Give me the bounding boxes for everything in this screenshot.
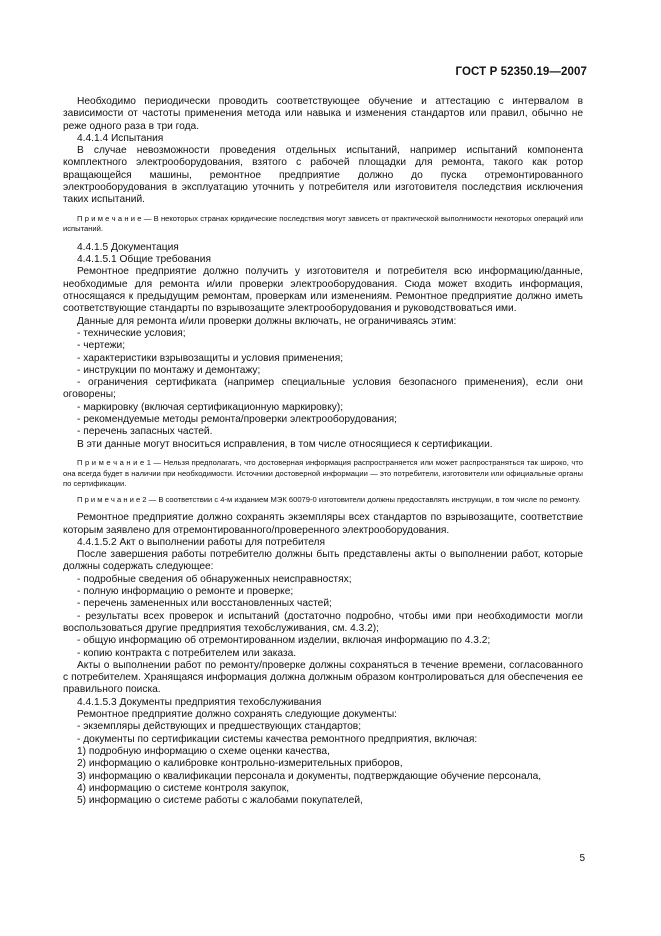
paragraph: 4.4.1.5 Документация <box>77 241 179 253</box>
paragraph: Ремонтное предприятие должно сохранять экземпляры всех стандартов по взрывозащите, соответствие которым заявлено для отремонтированного/проверенного электрооборудования. <box>63 512 583 536</box>
spacer <box>63 207 583 214</box>
note: П р и м е ч а н и е — В некоторых странах юридические последствия могут зависеть от практической выполнимости некоторых операций или испытаний. <box>63 213 583 234</box>
spacer <box>63 505 583 512</box>
list-item: - маркировку (включая сертификационную маркировку); <box>77 401 344 413</box>
list-item: - документы по сертификации системы качества ремонтного предприятия, включая: <box>77 733 478 745</box>
page-number: 5 <box>579 853 585 864</box>
paragraph: Необходимо периодически проводить соответствующее обучение и аттестацию с интервалом в зависимости от частоты применения метода или навыка и изменения стандартов или правил, обычно не реже одного раза в три года. <box>63 96 583 132</box>
note: П р и м е ч а н и е 2 — В соответствии с 4-м изданием МЭК 60079-0 изготовители должны предоставлять инструкции, в том числе по ремонту. <box>77 494 581 504</box>
paragraph: 4.4.1.5.2 Акт о выполнении работы для потребителя <box>77 536 325 548</box>
list-item: - экземпляры действующих и предшествующих стандартов; <box>77 721 362 733</box>
paragraph: В случае невозможности проведения отдельных испытаний, например испытаний компонента комплектного электрооборудования, взятого с рабочей площадки для ремонта, такого как ротор вращающейся машины, ремонтное предприятие должно до пуска отремонтированного электрооборудования в эксплуатацию уточнить у потребителя или изготовителя последствия исключения таких испытаний. <box>63 145 583 206</box>
list-item: 1) подробную информацию о схеме оценки качества, <box>77 745 330 757</box>
paragraph: Ремонтное предприятие должно сохранять следующие документы: <box>77 709 397 721</box>
list-item: - ограничения сертификата (например специальные условия безопасного применения), если они оговорены; <box>63 377 583 401</box>
paragraph: После завершения работы потребителю должны быть представлены акты о выполнении работ, которые должны содержать следующее: <box>63 549 583 573</box>
paragraph: Акты о выполнении работ по ремонту/проверке должны сохраняться в течение времени, согласованного с потребителем. Хранящаяся информация должна должным образом контролироваться для обеспечения ее правильного поиска. <box>63 659 583 696</box>
list-item: - технические условия; <box>77 327 186 339</box>
list-item: 5) информацию о системе работы с жалобами покупателей, <box>77 795 363 807</box>
document-header: ГОСТ Р 52350.19—2007 <box>455 66 587 78</box>
paragraph: Данные для ремонта и/или проверки должны включать, не ограничиваясь этим: <box>77 315 457 327</box>
paragraph: Ремонтное предприятие должно получить у изготовителя и потребителя всю информацию/данные, необходимые для ремонта и/или проверки электрооборудования. Сюда может входить информация, относящаяся к предыдущим ремонтам, проверкам или изменениям. Ремонтное предприятие должно иметь соответствующие стандарты по взрывозащите электрооборудования и руководствоваться ими. <box>63 266 583 315</box>
note: П р и м е ч а н и е 1 — Нельзя предполагать, что достоверная информация распространяется или может распространяться так широко, что она всегда будет в наличии при необходимости. Источники достоверной информации — это потребители, изготовители или официальные органы по сертификации. <box>63 457 583 489</box>
list-item: - чертежи; <box>77 340 126 352</box>
list-item: - полную информацию о ремонте и проверке; <box>77 586 294 598</box>
list-item: - подробные сведения об обнаруженных неисправностях; <box>77 573 352 585</box>
list-item: - перечень замененных или восстановленных частей; <box>77 598 332 610</box>
spacer <box>63 451 583 458</box>
list-item: 3) информацию о квалификации персонала и документы, подтверждающие обучение персонала, <box>77 770 542 782</box>
list-item: 4) информацию о системе контроля закупок, <box>77 782 290 794</box>
list-item: - результаты всех проверок и испытаний (достаточно подробно, чтобы ими при необходимости могли воспользоваться другие предприятия техобслуживания, см. 4.3.2); <box>63 610 583 634</box>
list-item: - характеристики взрывозащиты и условия применения; <box>77 352 344 364</box>
spacer <box>63 235 583 242</box>
list-item: - общую информацию об отремонтированном изделии, включая информацию по 4.3.2; <box>77 635 491 647</box>
list-item: - инструкции по монтажу и демонтажу; <box>77 364 261 376</box>
list-item: - рекомендуемые методы ремонта/проверки электрооборудования; <box>77 414 397 426</box>
paragraph: 4.4.1.5.1 Общие требования <box>77 254 211 266</box>
paragraph: В эти данные могут вноситься исправления, в том числе относящиеся к сертификации. <box>77 438 493 450</box>
list-item: 2) информацию о калибровке контрольно-измерительных приборов, <box>77 758 403 770</box>
document-body <box>63 96 583 807</box>
list-item: - перечень запасных частей. <box>77 426 213 438</box>
paragraph: 4.4.1.5.3 Документы предприятия техобслуживания <box>77 696 322 708</box>
paragraph: 4.4.1.4 Испытания <box>77 132 164 144</box>
list-item: - копию контракта с потребителем или заказа. <box>77 647 297 659</box>
